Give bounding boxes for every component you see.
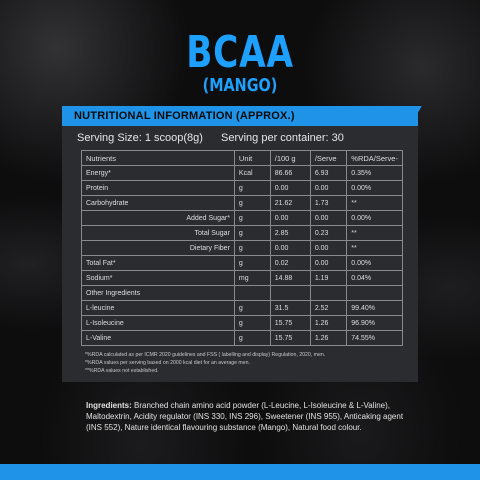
nutrient-unit: g (234, 256, 270, 271)
table-row (82, 196, 403, 211)
value-per-serve: 0.00 (310, 211, 346, 226)
nutrient-name: Added Sugar* (82, 211, 235, 226)
nutrient-unit: g (234, 316, 270, 331)
value-per-100g: 14.88 (270, 271, 310, 286)
header-stripes-decoration (392, 106, 432, 126)
value-per-100g (270, 286, 310, 301)
footnotes (85, 351, 405, 375)
ingredients-text: Branched chain amino acid powder (L-Leucine, L-Isoleucine & L-Valine), Maltodextrin, Acidity regulator (INS 330, INS 296), Sweetener (INS 955), Anticaking agent (INS 552), Nature identical flavouring substance (Mango), Natural food colour. (86, 401, 404, 432)
table-row (82, 301, 403, 316)
nutrient-name: Protein (82, 181, 235, 196)
product-title: BCAA (186, 27, 294, 78)
nutrient-name: L-Valine (82, 331, 235, 346)
value-per-100g: 86.66 (270, 166, 310, 181)
value-rda: 0.00% (347, 256, 403, 271)
value-per-serve: 0.00 (310, 256, 346, 271)
ingredients-label: Ingredients: (86, 401, 132, 410)
value-per-100g: 0.02 (270, 256, 310, 271)
value-per-serve: 1.19 (310, 271, 346, 286)
value-per-100g: 2.85 (270, 226, 310, 241)
value-rda: 0.35% (347, 166, 403, 181)
table-row (82, 331, 403, 346)
table-header-row (82, 151, 403, 166)
value-per-100g: 21.62 (270, 196, 310, 211)
value-rda: 96.90% (347, 316, 403, 331)
value-per-serve: 2.52 (310, 301, 346, 316)
nutrient-name: Other Ingredients (82, 286, 235, 301)
nutrient-name: L-leucine (82, 301, 235, 316)
table-row (82, 181, 403, 196)
nutrient-unit (234, 286, 270, 301)
column-header-per100g: /100 g (270, 151, 310, 166)
nutrition-panel-header (62, 106, 418, 126)
table-row (82, 271, 403, 286)
value-rda: 74.55% (347, 331, 403, 346)
value-per-serve: 6.93 (310, 166, 346, 181)
value-rda: 0.04% (347, 271, 403, 286)
nutrient-name: Dietary Fiber (82, 241, 235, 256)
value-rda: 99.40% (347, 301, 403, 316)
value-per-100g: 0.00 (270, 181, 310, 196)
table-row (82, 166, 403, 181)
footnote: **%RDA values not established. (85, 368, 159, 374)
table-row (82, 286, 403, 301)
value-per-100g: 0.00 (270, 211, 310, 226)
nutrient-unit: g (234, 181, 270, 196)
bottom-accent-bar (0, 464, 480, 480)
nutrient-name: Sodium* (82, 271, 235, 286)
nutrient-name: Total Sugar (82, 226, 235, 241)
table-row (82, 211, 403, 226)
nutrient-unit: g (234, 301, 270, 316)
serving-size: Serving Size: 1 scoop(8g) (77, 132, 203, 144)
column-header-nutrients: Nutrients (82, 151, 235, 166)
value-per-serve: 0.00 (310, 181, 346, 196)
value-per-serve: 0.23 (310, 226, 346, 241)
nutrient-name: Carbohydrate (82, 196, 235, 211)
column-header-rda: %RDA/Serve- (347, 151, 403, 166)
footnote: *%RDA values per serving based on 2000 kcal diet for an average men. (85, 360, 250, 366)
ingredients-block (86, 400, 416, 433)
nutrient-unit: g (234, 226, 270, 241)
value-rda: 0.00% (347, 211, 403, 226)
value-per-serve: 1.73 (310, 196, 346, 211)
nutrient-unit: mg (234, 271, 270, 286)
value-rda: ** (347, 226, 403, 241)
nutrient-name: Energy* (82, 166, 235, 181)
nutrient-name: Total Fat* (82, 256, 235, 271)
value-per-100g: 15.75 (270, 331, 310, 346)
value-per-serve: 1.26 (310, 331, 346, 346)
column-header-unit: Unit (234, 151, 270, 166)
table-row (82, 226, 403, 241)
table-row (82, 316, 403, 331)
nutrient-unit: g (234, 331, 270, 346)
product-subtitle: (MANGO) (202, 75, 278, 96)
value-per-100g: 15.75 (270, 316, 310, 331)
nutrient-name: L-Isoleucine (82, 316, 235, 331)
value-per-100g: 0.00 (270, 241, 310, 256)
nutrient-unit: g (234, 241, 270, 256)
value-per-serve (310, 286, 346, 301)
value-rda: 0.00% (347, 181, 403, 196)
panel-header-title: NUTRITIONAL INFORMATION (APPROX.) (74, 110, 295, 122)
nutrient-unit: Kcal (234, 166, 270, 181)
column-header-per-serve: /Serve (310, 151, 346, 166)
footnote: *%RDA calculated as per ICMR 2020 guidelines and FSS ( labelling and display) Regulation, 2020, men. (85, 352, 326, 358)
serving-info (77, 132, 417, 144)
table-row (82, 256, 403, 271)
value-per-serve: 1.26 (310, 316, 346, 331)
serving-per-container: Serving per container: 30 (221, 132, 344, 144)
value-per-serve: 0.00 (310, 241, 346, 256)
value-per-100g: 31.5 (270, 301, 310, 316)
value-rda: ** (347, 196, 403, 211)
table-row (82, 241, 403, 256)
value-rda (347, 286, 403, 301)
value-rda: ** (347, 241, 403, 256)
nutrient-unit: g (234, 211, 270, 226)
nutrient-unit: g (234, 196, 270, 211)
nutrition-table (81, 150, 403, 346)
